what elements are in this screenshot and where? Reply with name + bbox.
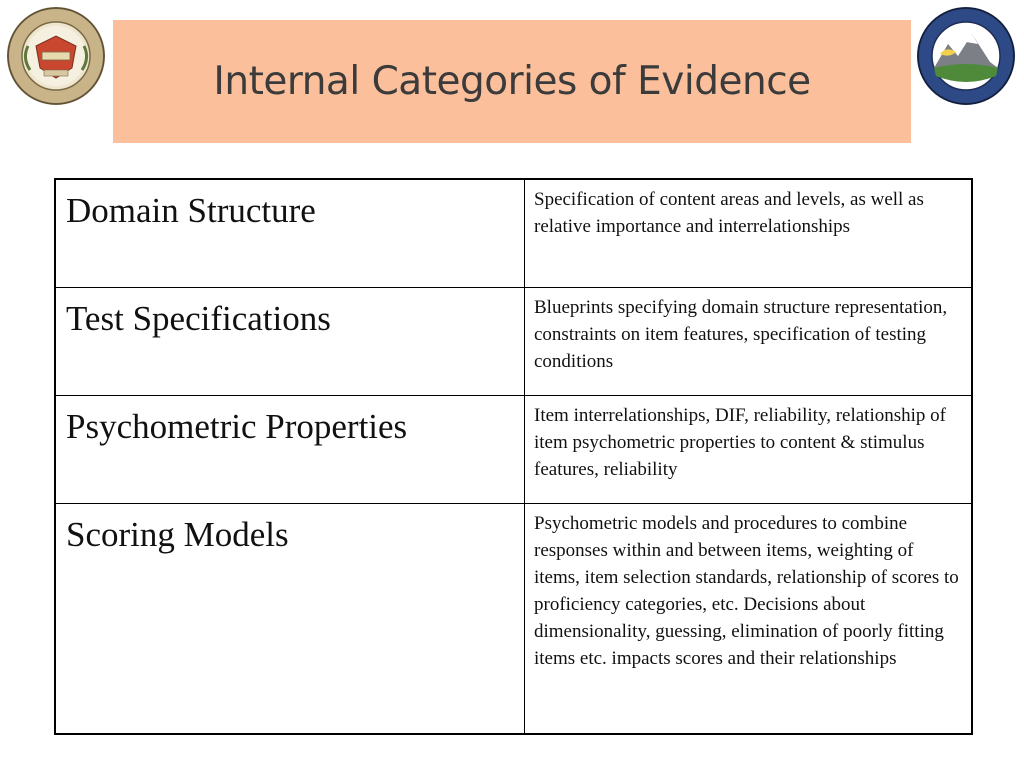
table-row bbox=[55, 179, 972, 288]
title-bar bbox=[113, 20, 911, 143]
category-cell: Test Specifications bbox=[55, 288, 525, 396]
description-cell: Psychometric models and procedures to combine responses within and between items, weighting of items, item selection standards, relationship of scores to proficiency categories, etc. Decisions about dimensionality, guessing, elimination of poorly fitting items etc. impacts scores and their relationships bbox=[525, 504, 973, 735]
table-row bbox=[55, 504, 972, 735]
plcce-seal-icon bbox=[916, 6, 1016, 106]
slide-title: Internal Categories of Evidence bbox=[213, 59, 811, 104]
evidence-table bbox=[54, 178, 973, 735]
table-row bbox=[55, 396, 972, 504]
category-cell: Scoring Models bbox=[55, 504, 525, 735]
category-cell: Domain Structure bbox=[55, 179, 525, 288]
marshall-center-seal-icon bbox=[6, 6, 106, 106]
category-cell: Psychometric Properties bbox=[55, 396, 525, 504]
description-cell: Item interrelationships, DIF, reliability, relationship of item psychometric properties to content & stimulus features, reliability bbox=[525, 396, 973, 504]
table-row bbox=[55, 288, 972, 396]
description-cell: Blueprints specifying domain structure representation, constraints on item features, specification of testing conditions bbox=[525, 288, 973, 396]
description-cell: Specification of content areas and levels, as well as relative importance and interrelationships bbox=[525, 179, 973, 288]
